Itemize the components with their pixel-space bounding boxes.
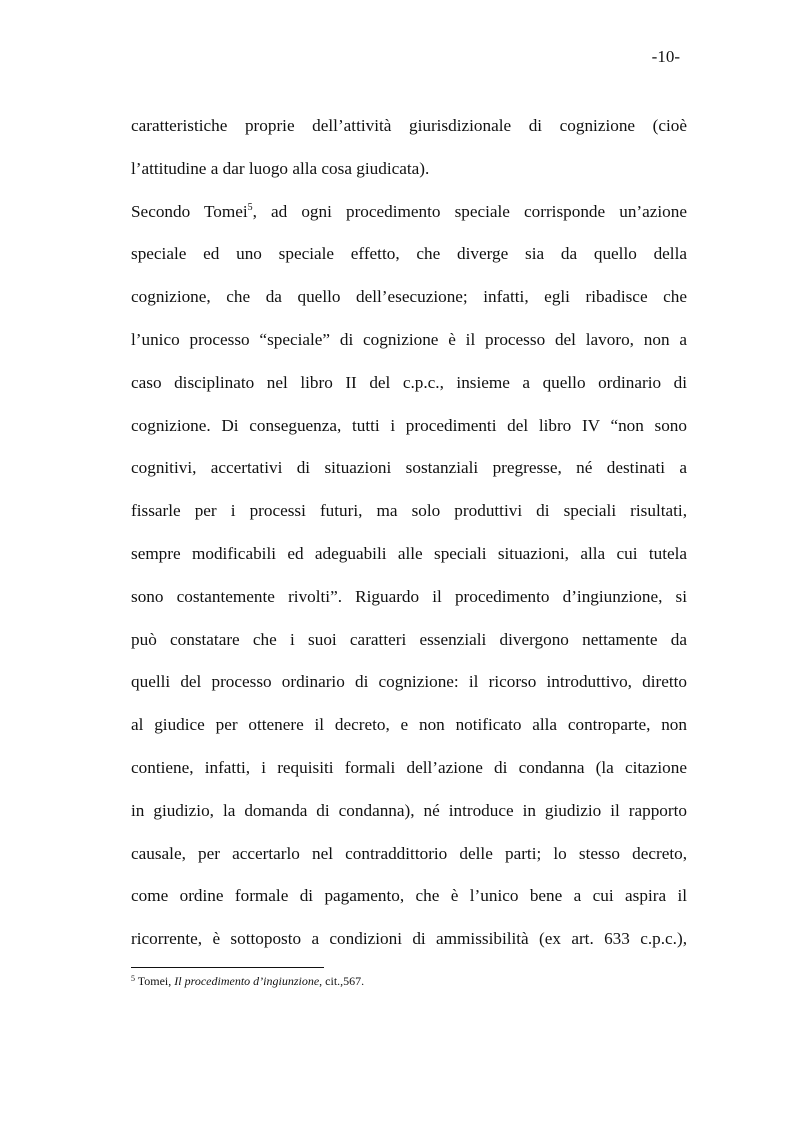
footnote-citation: , cit.,567. — [319, 974, 365, 988]
text-line: contiene, infatti, i requisiti formali dell’azione di condanna (la citazione — [131, 757, 687, 777]
text-line: ricorrente, è sottoposto a condizioni di ammissibilità (ex art. 633 c.p.c.), — [131, 929, 687, 949]
text-line-with-footnote-ref — [131, 191, 687, 234]
text-line: sono costantemente rivolti”. Riguardo il procedimento d’ingiunzione, si — [131, 586, 687, 606]
text-line: in giudizio, la domanda di condanna), né introduce in giudizio il rapporto — [131, 800, 687, 820]
text-line: come ordine formale di pagamento, che è l’unico bene a cui aspira il — [131, 886, 687, 906]
text-line: cognizione. Di conseguenza, tutti i procedimenti del libro IV “non sono — [131, 415, 687, 435]
text-line: l’attitudine a dar luogo alla cosa giudicata). — [131, 158, 430, 178]
body-text — [131, 105, 687, 961]
footnote-reference[interactable]: 5 — [247, 201, 253, 213]
text-line: cognitivi, accertativi di situazioni sostanziali pregresse, né destinati a — [131, 458, 687, 478]
text-line: quelli del processo ordinario di cognizione: il ricorso introduttivo, diretto — [131, 672, 687, 692]
text-line: fissarle per i processi futuri, ma solo produttivi di speciali risultati, — [131, 501, 687, 521]
footnote — [131, 973, 364, 989]
text-line: caso disciplinato nel libro II del c.p.c., insieme a quello ordinario di — [131, 372, 687, 392]
text-line: sempre modificabili ed adeguabili alle speciali situazioni, alla cui tutela — [131, 543, 687, 563]
text-fragment: , ad ogni procedimento speciale corrisponde un’azione — [252, 201, 687, 221]
footnote-title: Il procedimento d’ingiunzione — [174, 974, 320, 988]
footnote-number: 5 — [131, 974, 135, 983]
text-line: può constatare che i suoi caratteri essenziali divergono nettamente da — [131, 629, 687, 649]
text-line: cognizione, che da quello dell’esecuzione; infatti, egli ribadisce che — [131, 287, 687, 307]
text-line: causale, per accertarlo nel contraddittorio delle parti; lo stesso decreto, — [131, 843, 687, 863]
text-line: l’unico processo “speciale” di cognizione è il processo del lavoro, non a — [131, 329, 687, 349]
footnote-divider — [131, 967, 324, 968]
text-fragment: Secondo Tomei — [131, 201, 248, 221]
text-line: caratteristiche proprie dell’attività giurisdizionale di cognizione (cioè — [131, 116, 687, 135]
page-number: -10- — [651, 47, 680, 66]
text-line: speciale ed uno speciale effetto, che diverge sia da quello della — [131, 244, 687, 264]
footnote-author: Tomei, — [135, 974, 175, 988]
text-line: al giudice per ottenere il decreto, e non notificato alla controparte, non — [131, 715, 687, 735]
